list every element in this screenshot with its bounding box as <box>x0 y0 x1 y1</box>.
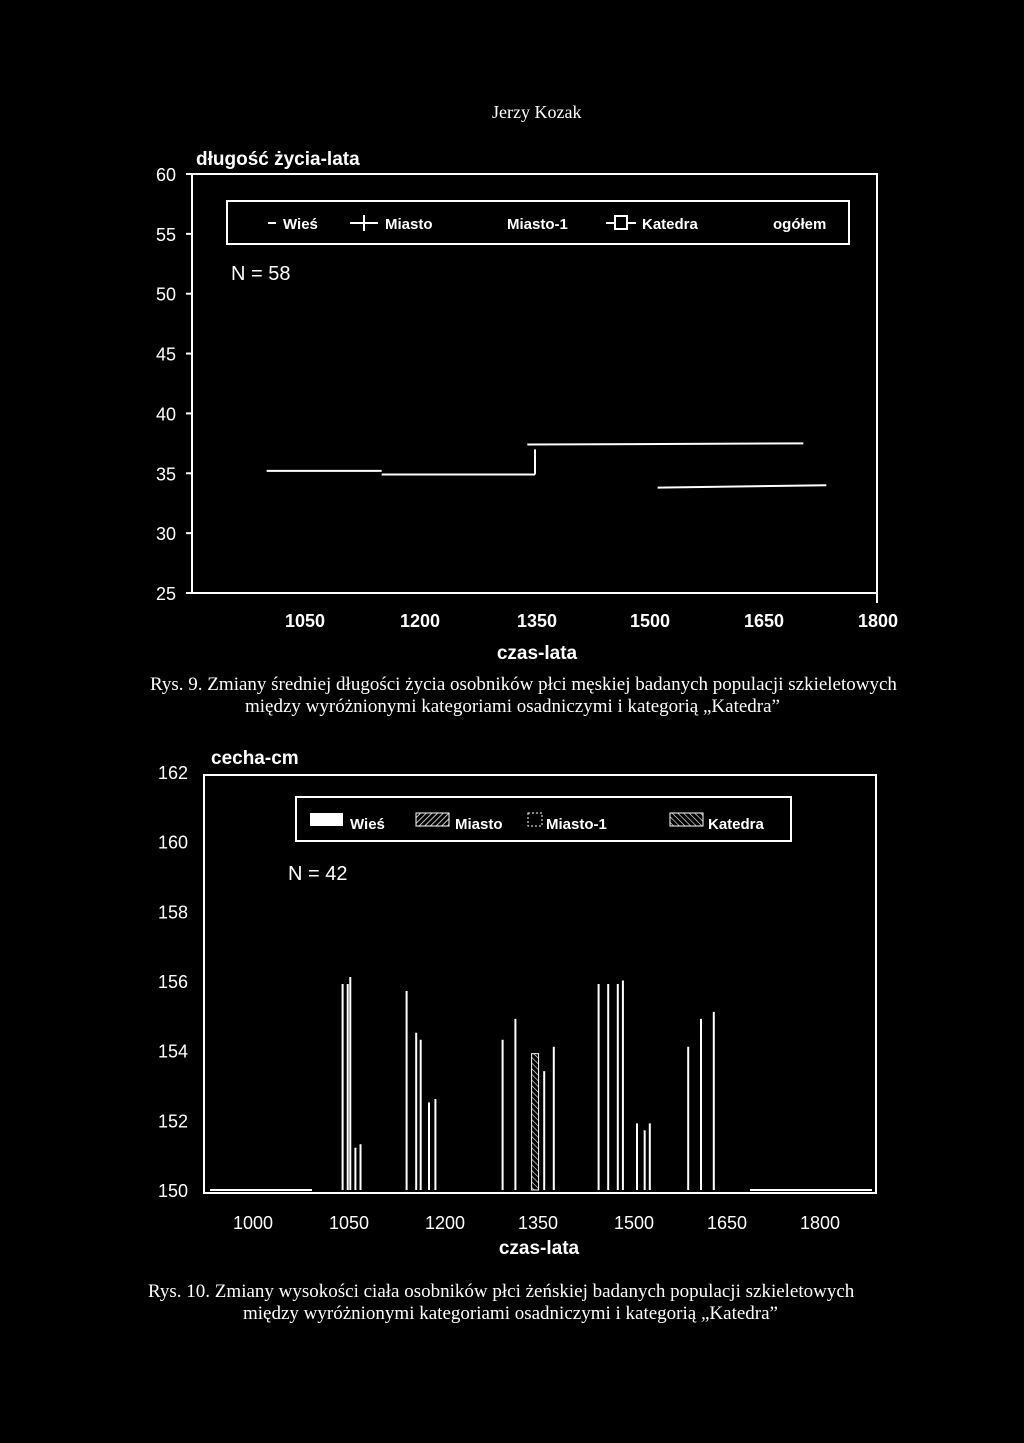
legend-item-wies: Wieś <box>283 216 318 233</box>
legend-item-ogolem: ogółem <box>773 216 827 233</box>
chart2-x-tick-label: 1800 <box>799 1213 841 1233</box>
chart1-y-tick-label: 35 <box>155 464 176 485</box>
chart2-x-tick-label: 1350 <box>517 1213 559 1233</box>
legend-item-katedra-2: Katedra <box>708 816 764 833</box>
legend-swatch-miasto-1 <box>528 813 542 826</box>
chart2-y-ticks <box>158 763 188 1201</box>
chart1-title: długość życia-lata <box>196 149 360 170</box>
chart2-x-tick-label: 1650 <box>706 1213 748 1233</box>
chart1-sample-size: N = 58 <box>231 263 291 285</box>
chart2-x-ticks <box>233 1213 840 1233</box>
chart2-y-tick-label: 160 <box>157 832 188 853</box>
chart2-bars <box>343 977 714 1190</box>
chart2-y-tick-label: 162 <box>157 763 188 783</box>
chart2-x-tick-label: 1200 <box>424 1213 466 1233</box>
chart2-x-label: czas-lata <box>498 1238 580 1259</box>
chart2-plot-frame <box>204 775 876 1193</box>
chart1-y-tick-label: 60 <box>155 165 176 185</box>
chart2-y-tick-label: 152 <box>157 1111 188 1132</box>
legend-swatch-katedra <box>670 813 703 826</box>
chart1-x-tick-label: 1800 <box>857 611 899 631</box>
chart1-y-tick-label: 55 <box>155 224 176 245</box>
figure-10-caption <box>148 1281 854 1325</box>
figure-9-caption-line-2: między wyróżnionymi kategoriami osadniczymi i kategorią „Katedra” <box>245 696 780 717</box>
chart1-x-tick-label: 1050 <box>284 611 326 631</box>
chart1-y-tick-label: 50 <box>155 284 176 305</box>
chart1-x-tick-label: 1650 <box>743 611 785 631</box>
legend-item-miasto-2: Miasto <box>455 816 503 833</box>
chart2-x-tick-label: 1500 <box>613 1213 655 1233</box>
legend-item-miasto-1: Miasto-1 <box>507 216 568 233</box>
legend-swatch-miasto <box>416 813 449 826</box>
chart2-bar <box>532 1054 539 1190</box>
figure-10-caption-line-2: między wyróżnionymi kategoriami osadniczymi i kategorią „Katedra” <box>243 1303 778 1324</box>
chart1-x-tick-label: 1200 <box>399 611 441 631</box>
chart2-y-tick-label: 150 <box>157 1181 188 1201</box>
legend-item-miasto-1-2: Miasto-1 <box>546 816 607 833</box>
chart2-legend <box>310 813 765 833</box>
chart1-x-label: czas-lata <box>496 643 578 664</box>
chart2-title: cecha-cm <box>211 748 299 769</box>
chart1-y-tick-label: 40 <box>155 404 176 425</box>
page-header: Jerzy Kozak <box>492 102 582 122</box>
chart2-y-tick-label: 154 <box>157 1041 188 1062</box>
chart2-y-tick-label: 156 <box>157 972 188 992</box>
chart2-x-tick-label: 1050 <box>328 1213 370 1233</box>
chart1-x-tick-label: 1350 <box>516 611 558 631</box>
legend-swatch-wies <box>310 813 343 826</box>
legend-item-wies-2: Wieś <box>350 816 385 833</box>
chart2-y-tick-label: 158 <box>157 902 188 923</box>
chart1-x-tick-label: 1500 <box>629 611 671 631</box>
chart1-y-tick-label: 25 <box>155 584 176 604</box>
legend-item-katedra: Katedra <box>642 216 698 233</box>
figure-10-caption-line-1: Rys. 10. Zmiany wysokości ciała osobników płci żeńskiej badanych populacji szkieletowych <box>148 1281 855 1302</box>
chart2-x-tick-label: 1000 <box>232 1213 274 1233</box>
chart2-sample-size: N = 42 <box>288 863 348 885</box>
legend-item-miasto: Miasto <box>385 216 433 233</box>
chart1-y-tick-label: 30 <box>155 524 176 545</box>
chart1-y-tick-label: 45 <box>155 344 176 365</box>
figure-9-caption-line-1: Rys. 9. Zmiany średniej długości życia osobników płci męskiej badanych populacji szkieletowych <box>150 674 897 695</box>
